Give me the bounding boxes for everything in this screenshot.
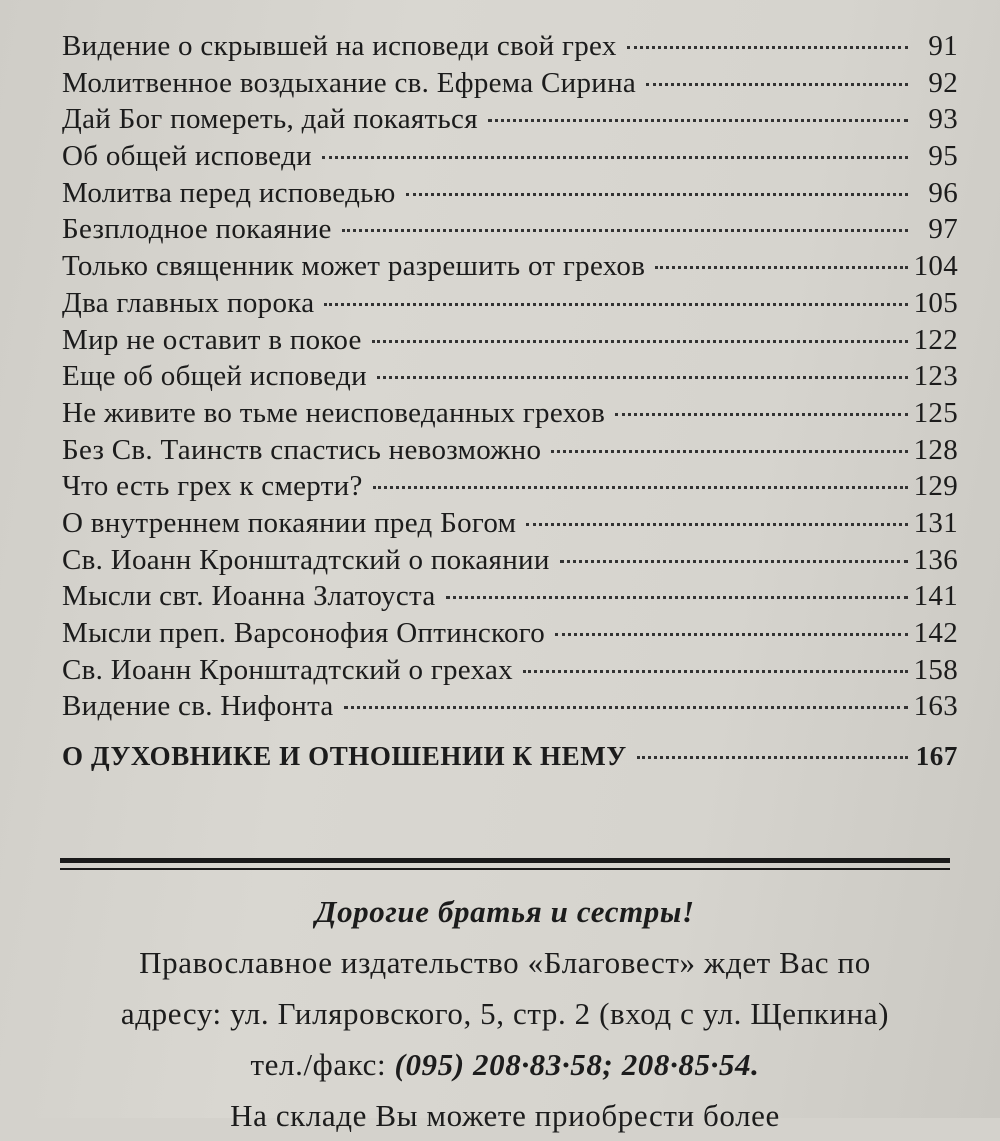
toc-leader-dots [446, 596, 908, 599]
toc-section-page: 167 [915, 741, 958, 772]
toc-entry [62, 67, 958, 104]
toc-entry [62, 213, 958, 250]
toc-entry-page: 128 [913, 433, 958, 466]
toc-entry [62, 690, 958, 727]
toc-entry [62, 617, 958, 654]
toc-entry-title: Еще об общей исповеди [62, 360, 367, 393]
toc-entry-title: Два главных порока [62, 286, 315, 319]
toc-leader-dots [373, 486, 908, 489]
toc-section-heading [62, 741, 958, 778]
toc-entry-page: 105 [913, 286, 958, 319]
toc-entry-title: Об общей исповеди [62, 140, 312, 173]
toc-entry-page: 125 [913, 396, 958, 429]
toc-entry [62, 470, 958, 507]
toc-entry-page: 129 [913, 470, 958, 503]
toc-entry-page: 163 [913, 690, 958, 723]
toc-entry [62, 250, 958, 287]
toc-entry-page: 96 [928, 176, 958, 209]
toc-leader-dots [523, 670, 908, 673]
toc-entry-page: 97 [928, 213, 958, 246]
toc-leader-dots [324, 303, 907, 306]
toc-leader-dots [322, 156, 908, 159]
toc-entry-page: 91 [928, 30, 958, 62]
toc-entry-title: Не живите во тьме неисповеданных грехов [62, 396, 606, 429]
toc-entry-title: Св. Иоанн Кронштадтский о грехах [62, 653, 513, 686]
toc-entry-title: Что есть грех к смерти? [62, 470, 363, 503]
toc-entry-page: 95 [928, 140, 958, 173]
divider-rule-thin [60, 868, 950, 870]
toc-entry-title: О внутреннем покаянии пред Богом [62, 506, 517, 539]
toc-leader-dots [526, 523, 907, 526]
toc-leader-dots [655, 266, 907, 269]
toc-entry-title: Дай Бог помереть, дай покаяться [62, 103, 478, 136]
toc-entry [62, 580, 958, 617]
toc-leader-dots [555, 633, 908, 636]
toc-entry-page: 93 [928, 103, 958, 136]
toc-entry-title: Мир не оставит в покое [62, 323, 362, 356]
toc-entry [62, 103, 958, 140]
toc-entry-title: Св. Иоанн Кронштадтский о покаянии [62, 543, 550, 576]
notice-address: адресу: ул. Гиляровского, 5, стр. 2 (вход с ул. Щепкина) [120, 996, 890, 1031]
toc-entry-title: Мысли свт. Иоанна Златоуста [62, 580, 436, 613]
toc-entry [62, 30, 958, 67]
toc-entry-page: 142 [913, 617, 958, 649]
toc-leader-dots [627, 46, 908, 49]
toc-section-title: О ДУХОВНИКЕ И ОТНОШЕНИИ К НЕМУ [62, 741, 627, 772]
toc-entry [62, 654, 958, 691]
toc-entry-title: Безплодное покаяние [62, 213, 332, 246]
table-of-contents [62, 30, 958, 778]
toc-entry [62, 324, 958, 361]
divider-rule-thick [60, 858, 950, 863]
phone-label: тел./факс: [250, 1047, 395, 1082]
toc-entry-title: Видение о скрывшей на исповеди свой грех [62, 30, 617, 62]
toc-entry-page: 104 [913, 250, 958, 283]
toc-entry [62, 507, 958, 544]
toc-entry-title: Без Св. Таинств спастись невозможно [62, 433, 542, 466]
toc-entry [62, 140, 958, 177]
toc-entry-page: 131 [913, 506, 958, 539]
toc-entry-page: 122 [913, 323, 958, 356]
toc-entry-title: Только священник может разрешить от грехов [62, 250, 646, 283]
toc-leader-dots [342, 229, 908, 232]
toc-entry-page: 136 [913, 543, 958, 576]
toc-leader-dots [377, 376, 908, 379]
notice-phone-line [40, 1039, 970, 1090]
toc-entry-title: Молитва перед исповедью [62, 176, 396, 209]
phone-numbers: (095) 208·83·58; 208·85·54. [394, 1047, 760, 1082]
toc-entry-title: Мысли преп. Варсонофия Оптинского [62, 617, 546, 649]
toc-entry-page: 123 [913, 360, 958, 393]
toc-entry-title: Молитвенное воздыхание св. Ефрема Сирина [62, 66, 637, 99]
toc-leader-dots [488, 119, 908, 122]
toc-leader-dots [344, 706, 908, 709]
toc-leader-dots [615, 413, 907, 416]
toc-entry-page: 158 [913, 653, 958, 686]
toc-entry [62, 544, 958, 581]
toc-leader-dots [560, 560, 908, 563]
toc-entry-page: 141 [913, 580, 958, 613]
notice-greeting: Дорогие братья и сестры! [315, 894, 695, 929]
notice-line: На складе Вы можете приобрести более [230, 1098, 780, 1133]
toc-entry [62, 360, 958, 397]
toc-entry-title: Видение св. Нифонта [62, 690, 334, 723]
publisher-notice [40, 886, 970, 1141]
toc-entry [62, 434, 958, 471]
toc-entry [62, 397, 958, 434]
toc-leader-dots [406, 193, 908, 196]
toc-leader-dots [646, 83, 908, 86]
notice-line: Православное издательство «Благовест» ждет Вас по [139, 945, 871, 980]
toc-leader-dots [551, 450, 907, 453]
toc-leader-dots [372, 340, 908, 343]
toc-entry [62, 287, 958, 324]
toc-entry [62, 177, 958, 214]
toc-leader-dots [637, 756, 908, 759]
toc-entry-page: 92 [928, 66, 958, 99]
